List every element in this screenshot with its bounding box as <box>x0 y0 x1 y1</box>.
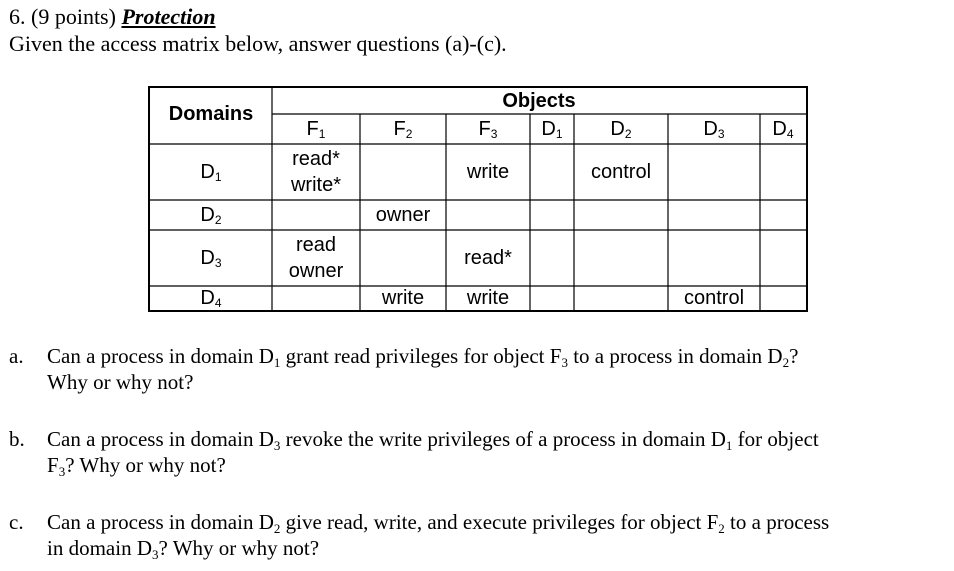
column-header-subscript: 1 <box>555 127 563 141</box>
column-header-base: D <box>610 118 625 140</box>
question-c-line2 <box>47 535 947 561</box>
column-header-label <box>307 117 326 141</box>
column-header-subscript: 2 <box>624 127 632 141</box>
domain-label-subscript: 3 <box>214 256 222 270</box>
column-header-subscript: 1 <box>318 127 326 141</box>
question-a-text <box>47 343 947 395</box>
question-text-segment: grant read privileges for object F <box>280 344 562 368</box>
access-cell <box>360 200 446 230</box>
domain-label-base: D <box>200 204 215 226</box>
access-right: control <box>590 161 652 183</box>
question-intro: Given the access matrix below, answer questions (a)-(c). <box>9 31 507 56</box>
question-a-line1 <box>47 343 947 369</box>
access-right: write <box>381 287 425 309</box>
column-header-f3 <box>446 114 530 144</box>
access-cell <box>272 144 360 200</box>
access-right: read <box>295 234 337 256</box>
column-header-label <box>394 117 413 141</box>
question-a-line2 <box>47 369 947 395</box>
column-header-subscript: 3 <box>490 127 498 141</box>
question-text-segment: ? <box>789 344 799 368</box>
column-header-base: F <box>478 118 491 140</box>
question-text-segment: to a process in domain D <box>567 344 783 368</box>
column-header-subscript: 3 <box>717 127 725 141</box>
domain-label-subscript: 1 <box>214 170 222 184</box>
question-points: (9 points) <box>31 4 116 29</box>
question-text-segment: Can a process in domain D <box>47 510 274 534</box>
access-cell <box>446 230 530 286</box>
question-number: 6. <box>9 4 26 29</box>
objects-header: Objects <box>502 90 576 112</box>
access-cell <box>668 286 760 310</box>
column-header-label <box>610 117 631 141</box>
column-header-label <box>541 117 562 141</box>
subscript: 2 <box>273 521 281 536</box>
domain-label-text <box>200 203 221 227</box>
question-b-text <box>47 426 947 478</box>
access-right: write* <box>290 174 341 196</box>
access-right: owner <box>375 204 431 226</box>
question-title: Protection <box>121 4 216 29</box>
question-a-letter: a. <box>9 344 24 368</box>
access-cell <box>360 286 446 310</box>
question-text-segment: F <box>47 453 59 477</box>
question-c-letter: c. <box>9 510 24 534</box>
question-header <box>9 4 216 30</box>
subscript: 2 <box>718 521 725 536</box>
column-header-label <box>772 117 793 141</box>
column-header-label <box>703 117 724 141</box>
subscript: 3 <box>58 464 66 479</box>
question-text-segment: to a process <box>724 510 830 534</box>
domain-label-base: D <box>200 161 215 183</box>
subscript: 1 <box>725 438 733 453</box>
question-b-line2 <box>47 452 947 478</box>
question-text-segment: Can a process in domain D <box>47 344 274 368</box>
domain-label-subscript: 4 <box>214 296 222 310</box>
column-header-base: D <box>703 118 718 140</box>
column-header-subscript: 4 <box>786 127 794 141</box>
column-header-f1 <box>272 114 360 144</box>
column-header-d3 <box>668 114 760 144</box>
question-text-segment: ? Why or why not? <box>65 453 226 477</box>
domain-label-base: D <box>200 247 215 269</box>
column-header-d2 <box>574 114 668 144</box>
subscript: 3 <box>273 438 281 453</box>
access-cell <box>272 230 360 286</box>
access-right: read* <box>464 247 512 269</box>
domain-label-text <box>200 160 221 184</box>
question-text-segment: ? Why or why not? <box>158 536 320 560</box>
domain-label-subscript: 2 <box>214 213 222 227</box>
access-right: control <box>683 287 745 309</box>
question-text-segment: for object <box>732 427 819 451</box>
column-header-base: D <box>541 118 556 140</box>
question-text-segment: give read, write, and execute privileges for object F <box>280 510 719 534</box>
domain-label-base: D <box>200 287 215 309</box>
access-right: read* <box>292 148 340 170</box>
domain-label-text <box>200 246 221 270</box>
subscript: 1 <box>273 355 281 370</box>
subscript: 3 <box>561 355 568 370</box>
question-text-segment: Why or why not? <box>47 370 194 394</box>
access-cell <box>446 144 530 200</box>
column-header-subscript: 2 <box>405 127 413 141</box>
domain-label-d3 <box>150 230 272 286</box>
access-matrix-table <box>148 86 808 312</box>
question-text-segment: revoke the write privileges of a process in domain D <box>280 427 726 451</box>
access-right: owner <box>288 260 344 282</box>
column-header-base: F <box>306 118 319 140</box>
domain-label-d1 <box>150 144 272 200</box>
column-header-base: D <box>772 118 787 140</box>
subscript: 3 <box>152 547 159 562</box>
question-text-segment: Can a process in domain D <box>47 427 274 451</box>
domains-header: Domains <box>168 103 254 125</box>
domain-label-d4 <box>150 286 272 310</box>
subscript: 2 <box>782 355 790 370</box>
domain-label-text <box>200 286 221 310</box>
domain-label-d2 <box>150 200 272 230</box>
question-b-letter: b. <box>9 427 25 451</box>
question-c-line1 <box>47 509 947 535</box>
access-cell <box>446 286 530 310</box>
question-c-text <box>47 509 947 561</box>
access-right: write <box>466 287 510 309</box>
column-header-d4 <box>760 114 806 144</box>
question-b-line1 <box>47 426 947 452</box>
column-header-f2 <box>360 114 446 144</box>
access-right: write <box>466 161 510 183</box>
access-cell <box>574 144 668 200</box>
column-header-d1 <box>530 114 574 144</box>
column-header-base: F <box>393 118 406 140</box>
column-header-label <box>479 117 498 141</box>
question-text-segment: in domain D <box>47 536 152 560</box>
